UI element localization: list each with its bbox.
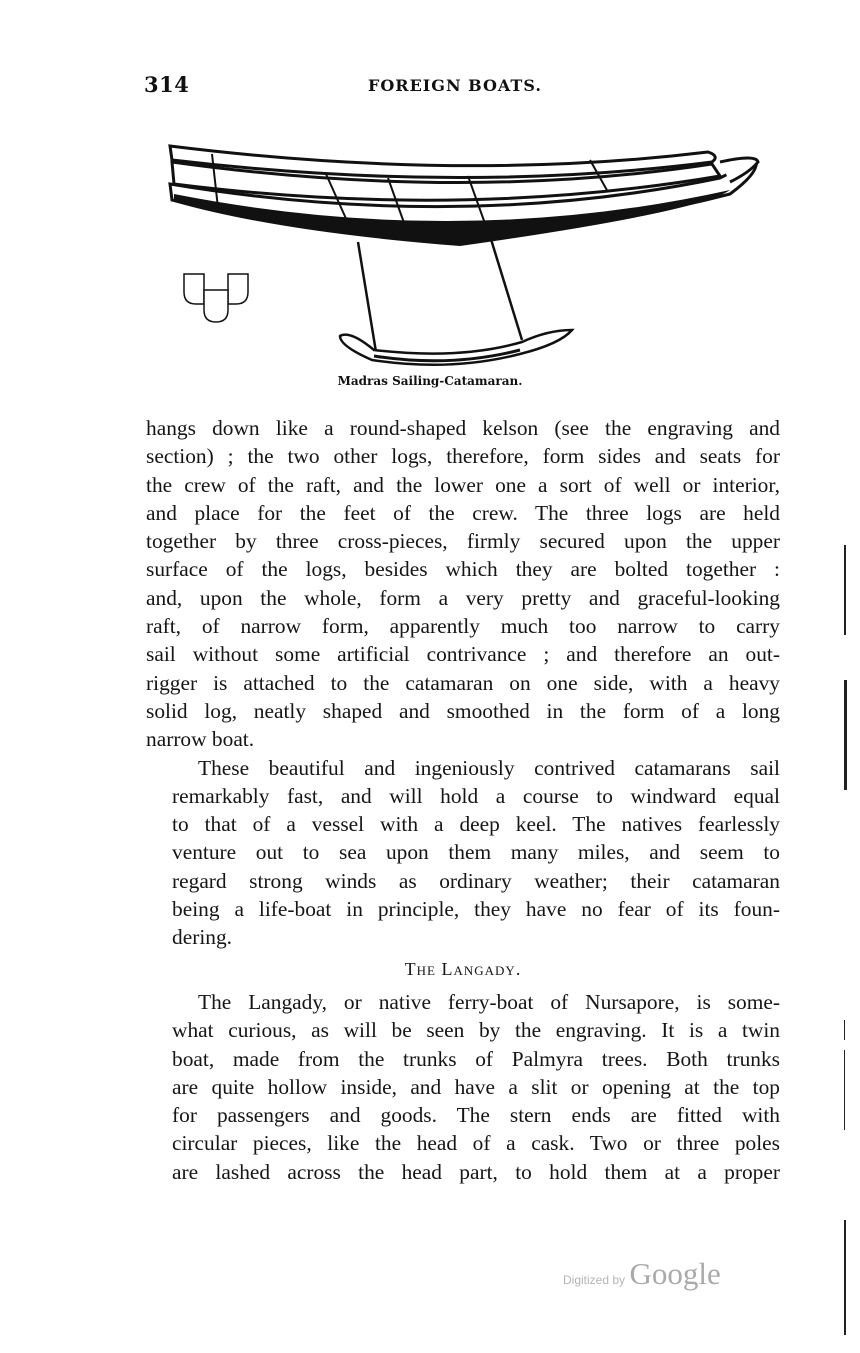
text-line: for passengers and goods. The stern ends are fitted with: [172, 1103, 780, 1128]
text-line: surface of the logs, besides which they are bolted together :: [146, 557, 780, 582]
text-line: together by three cross-pieces, firmly secured upon the upper: [146, 529, 780, 554]
paragraph-2: [146, 754, 780, 952]
watermark-prefix: Digitized by: [563, 1273, 626, 1287]
digitized-watermark: [563, 1256, 721, 1292]
page-edge-mark: [844, 1050, 845, 1130]
text-line: section) ; the two other logs, therefore, form sides and seats for: [146, 444, 780, 469]
section-heading: The Langady.: [404, 958, 522, 979]
text-line: venture out to sea upon them many miles, and seem to: [172, 840, 780, 865]
text-line: being a life-boat in principle, they have no fear of its foun-: [172, 897, 780, 922]
page-header: [144, 72, 780, 102]
text-line: narrow boat.: [146, 727, 255, 752]
text-line: solid log, neatly shaped and smoothed in the form of a long: [146, 698, 780, 723]
text-line: are quite hollow inside, and have a slit or opening at the top: [172, 1074, 780, 1099]
page-edge-mark: [844, 545, 846, 635]
paragraph-3: [146, 988, 780, 1186]
body-text: [146, 414, 780, 1186]
page-edge-mark: [844, 1220, 846, 1335]
text-line: These beautiful and ingeniously contrived catamarans sail: [198, 755, 780, 780]
catamaran-illustration: [160, 132, 780, 372]
text-line: circular pieces, like the head of a cask. Two or three poles: [172, 1131, 780, 1156]
text-line: hangs down like a round-shaped kelson (see the engraving and: [146, 416, 780, 440]
page-edge-mark: [844, 1020, 845, 1040]
text-line: the crew of the raft, and the lower one a sort of well or interior,: [146, 472, 780, 497]
text-line: remarkably fast, and will hold a course to windward equal: [172, 783, 780, 808]
text-line: The Langady, or native ferry-boat of Nursapore, is some-: [198, 989, 780, 1014]
google-logo-icon: Google: [629, 1256, 721, 1291]
page-edge-mark: [844, 680, 847, 790]
catamaran-engraving-icon: [160, 132, 780, 372]
text-line: to that of a vessel with a deep keel. The natives fearlessly: [172, 812, 780, 837]
text-line: are lashed across the head part, to hold them at a proper: [172, 1159, 780, 1184]
text-line: raft, of narrow form, apparently much too narrow to carry: [146, 614, 780, 639]
text-line: boat, made from the trunks of Palmyra trees. Both trunks: [172, 1046, 780, 1071]
paragraph-1: [146, 414, 780, 754]
text-line: regard strong winds as ordinary weather; their catamaran: [172, 868, 780, 893]
text-line: rigger is attached to the catamaran on one side, with a heavy: [146, 670, 780, 695]
text-line: and place for the feet of the crew. The three logs are held: [146, 500, 780, 525]
figure-caption: Madras Sailing-Catamaran.: [337, 374, 523, 388]
text-line: sail without some artificial contrivance ; and therefore an out-: [146, 642, 780, 667]
text-line: dering.: [172, 925, 232, 950]
text-line: what curious, as will be seen by the engraving. It is a twin: [172, 1018, 780, 1043]
page-number: 314: [144, 72, 190, 97]
running-head: FOREIGN BOATS.: [368, 76, 542, 95]
text-line: and, upon the whole, form a very pretty and graceful-looking: [146, 585, 780, 610]
